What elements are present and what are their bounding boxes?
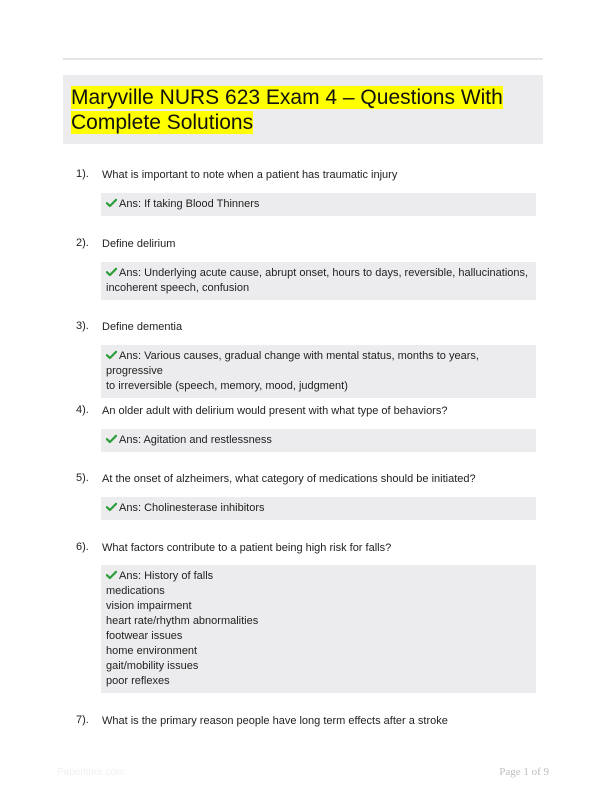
page-title xyxy=(71,85,531,135)
question-number: 7). xyxy=(76,714,89,726)
question-text: At the onset of alzheimers, what category of medications should be initiated? xyxy=(102,473,476,485)
title-line-1: Maryville NURS 623 Exam 4 – Questions With xyxy=(71,86,503,109)
title-banner xyxy=(63,75,543,144)
question-text: Define delirium xyxy=(102,238,176,250)
question-number: 4). xyxy=(76,404,89,416)
top-divider xyxy=(63,58,543,60)
question-number: 3). xyxy=(76,320,89,332)
answer-box-6 xyxy=(101,565,536,693)
answer-line: Ans: History of falls xyxy=(106,569,531,584)
answer-line: Ans: Cholinesterase inhibitors xyxy=(106,501,531,516)
question-text: What is the primary reason people have long term effects after a stroke xyxy=(102,715,448,727)
question-text: What factors contribute to a patient being high risk for falls? xyxy=(102,542,392,554)
answer-line: incoherent speech, confusion xyxy=(106,282,250,294)
answer-box-2 xyxy=(101,262,536,300)
question-number: 5). xyxy=(76,472,89,484)
check-icon xyxy=(106,198,117,208)
answer-box-3 xyxy=(101,345,536,398)
question-text: Define dementia xyxy=(102,321,183,333)
answer-line: Ans: Agitation and restlessness xyxy=(106,433,531,448)
answer-line: to irreversible (speech, memory, mood, judgment) xyxy=(106,380,348,392)
question-number: 2). xyxy=(76,237,89,249)
check-icon xyxy=(106,267,117,277)
page-indicator: Page 1 of 9 xyxy=(499,766,549,778)
answer-line: home environment xyxy=(106,645,198,657)
answer-line: gait/mobility issues xyxy=(106,660,199,672)
answer-line: Ans: Various causes, gradual change with mental status, months to years, progressive xyxy=(106,350,479,377)
question-number: 1). xyxy=(76,168,89,180)
answer-line: footwear issues xyxy=(106,630,183,642)
answer-line: vision impairment xyxy=(106,600,192,612)
answer-box-5 xyxy=(101,497,536,520)
answer-line: Ans: Underlying acute cause, abrupt onset, hours to days, reversible, hallucinations, xyxy=(106,266,531,281)
answer-line: Ans: If taking Blood Thinners xyxy=(106,197,531,212)
answer-line: poor reflexes xyxy=(106,675,170,687)
check-icon xyxy=(106,570,117,580)
question-text: An older adult with delirium would present with what type of behaviors? xyxy=(102,405,448,417)
question-text: What is important to note when a patient has traumatic injury xyxy=(102,169,398,181)
check-icon xyxy=(106,434,117,444)
answer-line: heart rate/rhythm abnormalities xyxy=(106,615,259,627)
answer-line: medications xyxy=(106,585,165,597)
answer-box-1 xyxy=(101,193,536,216)
question-number: 6). xyxy=(76,541,89,553)
footer-watermark: Paperlibre.com xyxy=(57,767,125,778)
check-icon xyxy=(106,350,117,360)
check-icon xyxy=(106,502,117,512)
title-line-2: Complete Solutions xyxy=(71,111,254,134)
answer-box-4 xyxy=(101,429,536,452)
